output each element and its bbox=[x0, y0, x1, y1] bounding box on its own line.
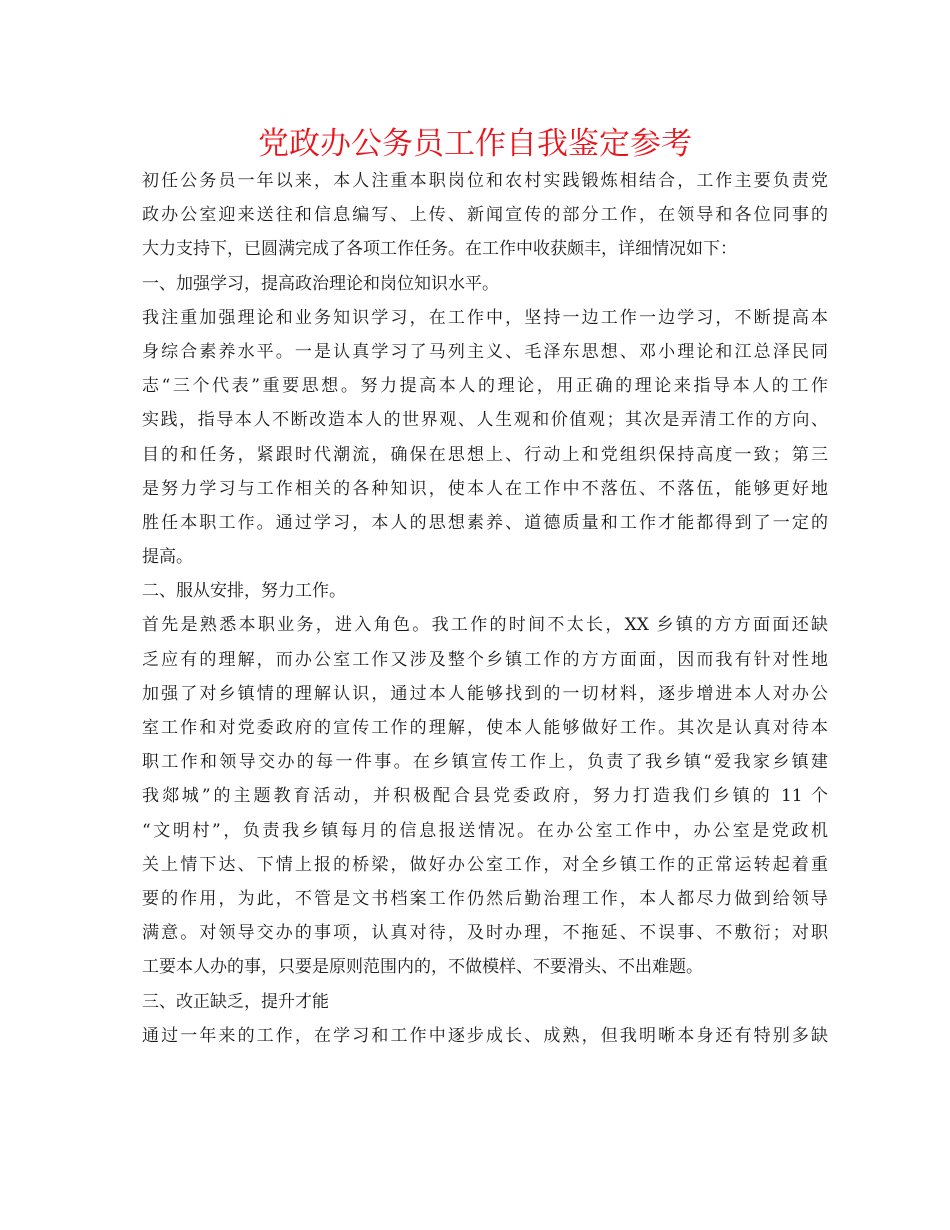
paragraph-line: 我郯城”的主题教育活动，并积极配合县党委政府，努力打造我们乡镇的 11 个 bbox=[142, 786, 828, 807]
paragraph-line: 通过一年来的工作，在学习和工作中逐步成长、成熟，但我明晰本身还有特别多缺 bbox=[142, 1025, 828, 1046]
paragraph-line: 乏应有的理解，而办公室工作又涉及整个乡镇工作的方方面面，因而我有针对性地 bbox=[142, 649, 828, 670]
paragraph-line: 是努力学习与工作相关的各种知识，使本人在工作中不落伍、不落伍，能够更好地 bbox=[142, 478, 828, 499]
paragraph-line: 满意。对领导交办的事项，认真对待，及时办理，不拖延、不误事、不敷衍；对职 bbox=[142, 923, 828, 944]
document-body bbox=[142, 164, 828, 1053]
paragraph-line: 胜任本职工作。通过学习，本人的思想素养、道德质量和工作才能都得到了一定的 bbox=[142, 512, 828, 533]
paragraph-line: 首先是熟悉本职业务，进入角色。我工作的时间不太长，XX 乡镇的方方面面还缺 bbox=[142, 615, 828, 636]
paragraph-line: 室工作和对党委政府的宣传工作的理解，使本人能够做好工作。其次是认真对待本 bbox=[142, 718, 828, 738]
paragraph-line: “文明村”，负责我乡镇每月的信息报送情况。在办公室工作中，办公室是党政机 bbox=[142, 820, 828, 841]
paragraph-line: 志“三个代表”重要思想。努力提高本人的理论，用正确的理论来指导本人的工作 bbox=[142, 376, 828, 397]
paragraph-line: 政办公室迎来送往和信息编写、上传、新闻宣传的部分工作，在领导和各位同事的 bbox=[142, 205, 828, 226]
paragraph-line: 关上情下达、下情上报的桥梁，做好办公室工作，对全乡镇工作的正常运转起着重 bbox=[142, 854, 828, 875]
paragraph-line: 要的作用，为此，不管是文书档案工作仍然后勤治理工作，本人都尽力做到给领导 bbox=[142, 888, 828, 909]
section-heading: 二、服从安排，努力工作。 bbox=[142, 581, 346, 602]
document-title: 党政办公务员工作自我鉴定参考 bbox=[258, 126, 692, 162]
paragraph-line: 加强了对乡镇情的理解认识，通过本人能够找到的一切材料，逐步增进本人对办公 bbox=[142, 683, 828, 704]
section-heading: 一、加强学习，提高政治理论和岗位知识水平。 bbox=[142, 273, 499, 294]
paragraph-line: 职工作和领导交办的每一件事。在乡镇宣传工作上，负责了我乡镇“爱我家乡镇建 bbox=[142, 752, 828, 773]
paragraph-line: 初任公务员一年以来，本人注重本职岗位和农村实践锻炼相结合，工作主要负责党 bbox=[142, 171, 828, 191]
paragraph-line: 工要本人办的事，只要是原则范围内的，不做模样、不要滑头、不出难题。 bbox=[142, 957, 703, 978]
paragraph-line: 提高。 bbox=[142, 547, 193, 568]
section-heading: 三、改正缺乏，提升才能 bbox=[142, 991, 329, 1012]
paragraph-line: 身综合素养水平。一是认真学习了马列主义、毛泽东思想、邓小理论和江总泽民同 bbox=[142, 341, 828, 362]
paragraph-line: 实践，指导本人不断改造本人的世界观、人生观和价值观；其次是弄清工作的方向、 bbox=[142, 410, 828, 431]
paragraph-line: 我注重加强理论和业务知识学习，在工作中，坚持一边工作一边学习，不断提高本 bbox=[142, 307, 828, 328]
paragraph-line: 目的和任务，紧跟时代潮流，确保在思想上、行动上和党组织保持高度一致；第三 bbox=[142, 444, 828, 465]
paragraph-line: 大力支持下，已圆满完成了各项工作任务。在工作中收获颇丰，详细情况如下： bbox=[142, 239, 737, 260]
